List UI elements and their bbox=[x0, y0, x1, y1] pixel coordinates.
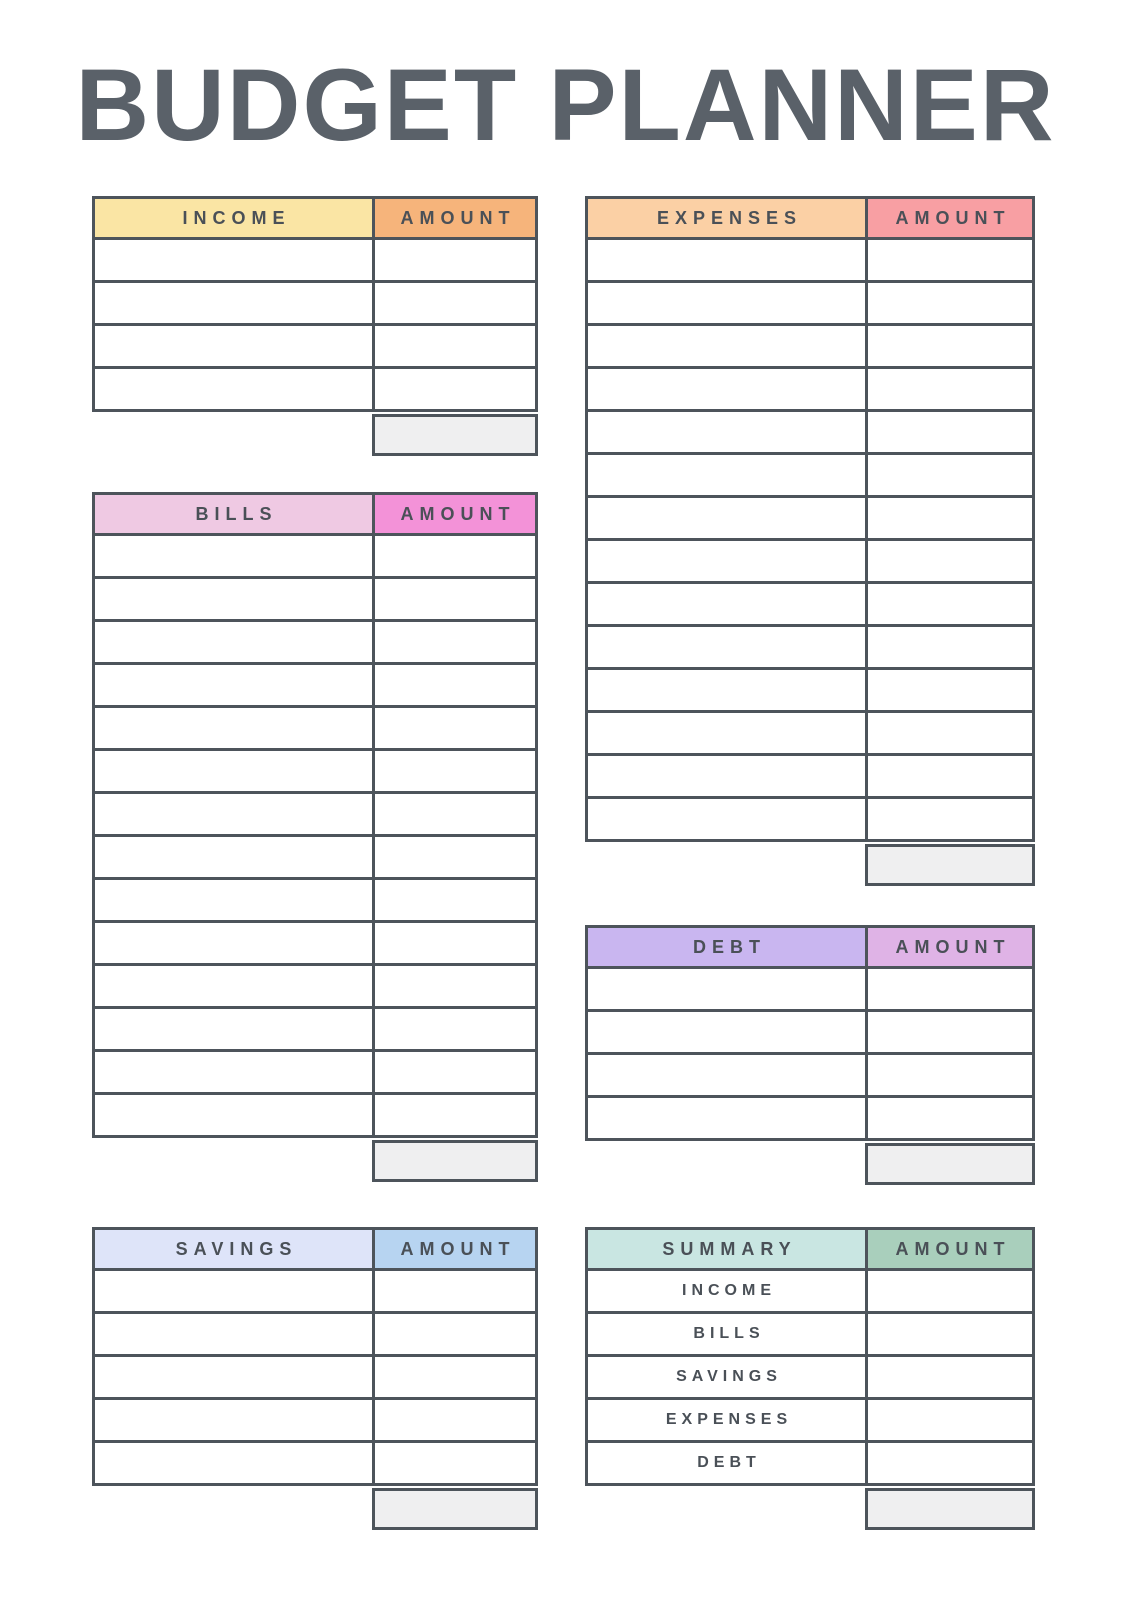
bills-name-cell[interactable] bbox=[95, 579, 375, 622]
debt-amount-cell[interactable] bbox=[868, 1012, 1032, 1055]
summary-debt-amount-cell[interactable] bbox=[868, 1443, 1032, 1483]
expenses-table-row bbox=[588, 670, 1032, 713]
debt-table-header bbox=[588, 928, 1032, 969]
bills-table-row bbox=[95, 751, 535, 794]
debt-total-cell[interactable] bbox=[865, 1143, 1035, 1185]
summary-row-label: DEBT bbox=[588, 1443, 868, 1483]
bills-table-row bbox=[95, 1095, 535, 1135]
summary-bills-amount-cell[interactable] bbox=[868, 1314, 1032, 1357]
summary-row-savings bbox=[588, 1357, 1032, 1400]
summary-header-cell: SUMMARY bbox=[588, 1230, 868, 1271]
income-name-cell[interactable] bbox=[95, 283, 375, 326]
expenses-name-cell[interactable] bbox=[588, 670, 868, 713]
debt-header-cell: DEBT bbox=[588, 928, 868, 969]
bills-amount-cell[interactable] bbox=[375, 1052, 535, 1095]
bills-name-cell[interactable] bbox=[95, 837, 375, 880]
expenses-name-cell[interactable] bbox=[588, 498, 868, 541]
bills-name-cell[interactable] bbox=[95, 966, 375, 1009]
bills-table-row bbox=[95, 579, 535, 622]
savings-name-cell[interactable] bbox=[95, 1400, 375, 1443]
savings-amount-cell[interactable] bbox=[375, 1357, 535, 1400]
expenses-name-cell[interactable] bbox=[588, 240, 868, 283]
expenses-table-row bbox=[588, 455, 1032, 498]
debt-name-cell[interactable] bbox=[588, 1012, 868, 1055]
bills-name-cell[interactable] bbox=[95, 665, 375, 708]
bills-name-cell[interactable] bbox=[95, 1052, 375, 1095]
bills-name-cell[interactable] bbox=[95, 923, 375, 966]
expenses-amount-cell[interactable] bbox=[868, 369, 1032, 412]
bills-amount-cell[interactable] bbox=[375, 966, 535, 1009]
bills-name-cell[interactable] bbox=[95, 794, 375, 837]
summary-income-amount-cell[interactable] bbox=[868, 1271, 1032, 1314]
savings-amount-cell[interactable] bbox=[375, 1271, 535, 1314]
savings-table-header bbox=[95, 1230, 535, 1271]
bills-amount-header-cell: AMOUNT bbox=[375, 495, 535, 536]
bills-table-row bbox=[95, 837, 535, 880]
summary-savings-amount-cell[interactable] bbox=[868, 1357, 1032, 1400]
debt-amount-cell[interactable] bbox=[868, 1098, 1032, 1138]
expenses-name-cell[interactable] bbox=[588, 369, 868, 412]
expenses-amount-cell[interactable] bbox=[868, 455, 1032, 498]
bills-table-row bbox=[95, 1009, 535, 1052]
savings-table-row bbox=[95, 1357, 535, 1400]
expenses-header-cell: EXPENSES bbox=[588, 199, 868, 240]
income-total-cell[interactable] bbox=[372, 414, 538, 456]
summary-row-debt bbox=[588, 1443, 1032, 1483]
page-title: BUDGET PLANNER bbox=[75, 48, 1056, 162]
savings-table bbox=[92, 1227, 538, 1530]
expenses-table-row bbox=[588, 240, 1032, 283]
expenses-table-row bbox=[588, 627, 1032, 670]
expenses-name-cell[interactable] bbox=[588, 713, 868, 756]
debt-table-row bbox=[588, 1055, 1032, 1098]
expenses-amount-cell[interactable] bbox=[868, 756, 1032, 799]
savings-header-cell: SAVINGS bbox=[95, 1230, 375, 1271]
expenses-table-row bbox=[588, 584, 1032, 627]
summary-expenses-amount-cell[interactable] bbox=[868, 1400, 1032, 1443]
income-name-cell[interactable] bbox=[95, 369, 375, 409]
bills-name-cell[interactable] bbox=[95, 708, 375, 751]
bills-table-row bbox=[95, 708, 535, 751]
expenses-amount-cell[interactable] bbox=[868, 670, 1032, 713]
bills-header-cell: BILLS bbox=[95, 495, 375, 536]
bills-table-row bbox=[95, 794, 535, 837]
savings-name-cell[interactable] bbox=[95, 1314, 375, 1357]
expenses-table-header bbox=[588, 199, 1032, 240]
bills-table bbox=[92, 492, 538, 1182]
savings-table-row bbox=[95, 1400, 535, 1443]
expenses-amount-cell[interactable] bbox=[868, 584, 1032, 627]
summary-row-expenses bbox=[588, 1400, 1032, 1443]
debt-amount-cell[interactable] bbox=[868, 969, 1032, 1012]
summary-row-label: EXPENSES bbox=[588, 1400, 868, 1443]
bills-name-cell[interactable] bbox=[95, 622, 375, 665]
income-amount-header-cell: AMOUNT bbox=[375, 199, 535, 240]
savings-table-row bbox=[95, 1443, 535, 1483]
bills-amount-cell[interactable] bbox=[375, 923, 535, 966]
income-table bbox=[92, 196, 538, 456]
savings-amount-cell[interactable] bbox=[375, 1443, 535, 1483]
expenses-name-cell[interactable] bbox=[588, 455, 868, 498]
income-name-cell[interactable] bbox=[95, 240, 375, 283]
summary-row-label: BILLS bbox=[588, 1314, 868, 1357]
debt-name-cell[interactable] bbox=[588, 969, 868, 1012]
summary-row-income bbox=[588, 1271, 1032, 1314]
debt-name-cell[interactable] bbox=[588, 1055, 868, 1098]
bills-name-cell[interactable] bbox=[95, 536, 375, 579]
income-amount-cell[interactable] bbox=[375, 240, 535, 283]
bills-name-cell[interactable] bbox=[95, 880, 375, 923]
expenses-table-row bbox=[588, 713, 1032, 756]
bills-table-row bbox=[95, 622, 535, 665]
income-amount-cell[interactable] bbox=[375, 369, 535, 409]
savings-table-row bbox=[95, 1314, 535, 1357]
savings-amount-header-cell: AMOUNT bbox=[375, 1230, 535, 1271]
bills-table-row bbox=[95, 923, 535, 966]
expenses-name-cell[interactable] bbox=[588, 283, 868, 326]
debt-name-cell[interactable] bbox=[588, 1098, 868, 1138]
bills-amount-cell[interactable] bbox=[375, 880, 535, 923]
summary-table-header bbox=[588, 1230, 1032, 1271]
income-name-cell[interactable] bbox=[95, 326, 375, 369]
debt-table bbox=[585, 925, 1035, 1185]
income-table-row bbox=[95, 326, 535, 369]
summary-row-bills bbox=[588, 1314, 1032, 1357]
summary-row-label: INCOME bbox=[588, 1271, 868, 1314]
bills-name-cell[interactable] bbox=[95, 1095, 375, 1135]
bills-amount-cell[interactable] bbox=[375, 751, 535, 794]
expenses-table-row bbox=[588, 756, 1032, 799]
savings-name-cell[interactable] bbox=[95, 1271, 375, 1314]
bills-table-row bbox=[95, 536, 535, 579]
income-header-cell: INCOME bbox=[95, 199, 375, 240]
expenses-name-cell[interactable] bbox=[588, 584, 868, 627]
expenses-name-cell[interactable] bbox=[588, 541, 868, 584]
income-table-header bbox=[95, 199, 535, 240]
savings-table-row bbox=[95, 1271, 535, 1314]
expenses-table-row bbox=[588, 412, 1032, 455]
income-amount-cell[interactable] bbox=[375, 283, 535, 326]
expenses-amount-cell[interactable] bbox=[868, 541, 1032, 584]
expenses-total-cell[interactable] bbox=[865, 844, 1035, 886]
debt-amount-cell[interactable] bbox=[868, 1055, 1032, 1098]
expenses-name-cell[interactable] bbox=[588, 756, 868, 799]
expenses-amount-cell[interactable] bbox=[868, 799, 1032, 839]
expenses-amount-cell[interactable] bbox=[868, 627, 1032, 670]
summary-table bbox=[585, 1227, 1035, 1530]
bills-name-cell[interactable] bbox=[95, 751, 375, 794]
income-table-row bbox=[95, 283, 535, 326]
savings-total-cell[interactable] bbox=[372, 1488, 538, 1530]
bills-table-row bbox=[95, 665, 535, 708]
bills-table-header bbox=[95, 495, 535, 536]
income-table-row bbox=[95, 240, 535, 283]
savings-name-cell[interactable] bbox=[95, 1443, 375, 1483]
bills-amount-cell[interactable] bbox=[375, 1009, 535, 1052]
debt-amount-header-cell: AMOUNT bbox=[868, 928, 1032, 969]
income-amount-cell[interactable] bbox=[375, 326, 535, 369]
bills-table-row bbox=[95, 966, 535, 1009]
expenses-amount-cell[interactable] bbox=[868, 498, 1032, 541]
debt-table-row bbox=[588, 969, 1032, 1012]
bills-amount-cell[interactable] bbox=[375, 708, 535, 751]
expenses-table-row bbox=[588, 369, 1032, 412]
expenses-name-cell[interactable] bbox=[588, 799, 868, 839]
expenses-table-row bbox=[588, 283, 1032, 326]
expenses-amount-cell[interactable] bbox=[868, 713, 1032, 756]
bills-amount-cell[interactable] bbox=[375, 794, 535, 837]
bills-amount-cell[interactable] bbox=[375, 536, 535, 579]
expenses-amount-cell[interactable] bbox=[868, 240, 1032, 283]
savings-amount-cell[interactable] bbox=[375, 1400, 535, 1443]
expenses-name-cell[interactable] bbox=[588, 326, 868, 369]
expenses-amount-header-cell: AMOUNT bbox=[868, 199, 1032, 240]
summary-row-label: SAVINGS bbox=[588, 1357, 868, 1400]
expenses-table-row bbox=[588, 799, 1032, 839]
bills-amount-cell[interactable] bbox=[375, 837, 535, 880]
summary-total-cell[interactable] bbox=[865, 1488, 1035, 1530]
bills-table-row bbox=[95, 880, 535, 923]
expenses-table-row bbox=[588, 326, 1032, 369]
debt-table-row bbox=[588, 1012, 1032, 1055]
bills-total-cell[interactable] bbox=[372, 1140, 538, 1182]
bills-amount-cell[interactable] bbox=[375, 622, 535, 665]
expenses-table bbox=[585, 196, 1035, 886]
expenses-amount-cell[interactable] bbox=[868, 283, 1032, 326]
expenses-name-cell[interactable] bbox=[588, 627, 868, 670]
expenses-table-row bbox=[588, 541, 1032, 584]
income-table-row bbox=[95, 369, 535, 409]
bills-table-row bbox=[95, 1052, 535, 1095]
expenses-name-cell[interactable] bbox=[588, 412, 868, 455]
expenses-amount-cell[interactable] bbox=[868, 412, 1032, 455]
bills-amount-cell[interactable] bbox=[375, 579, 535, 622]
bills-amount-cell[interactable] bbox=[375, 665, 535, 708]
bills-name-cell[interactable] bbox=[95, 1009, 375, 1052]
savings-name-cell[interactable] bbox=[95, 1357, 375, 1400]
expenses-amount-cell[interactable] bbox=[868, 326, 1032, 369]
summary-amount-header-cell: AMOUNT bbox=[868, 1230, 1032, 1271]
expenses-table-row bbox=[588, 498, 1032, 541]
bills-amount-cell[interactable] bbox=[375, 1095, 535, 1135]
debt-table-row bbox=[588, 1098, 1032, 1138]
savings-amount-cell[interactable] bbox=[375, 1314, 535, 1357]
